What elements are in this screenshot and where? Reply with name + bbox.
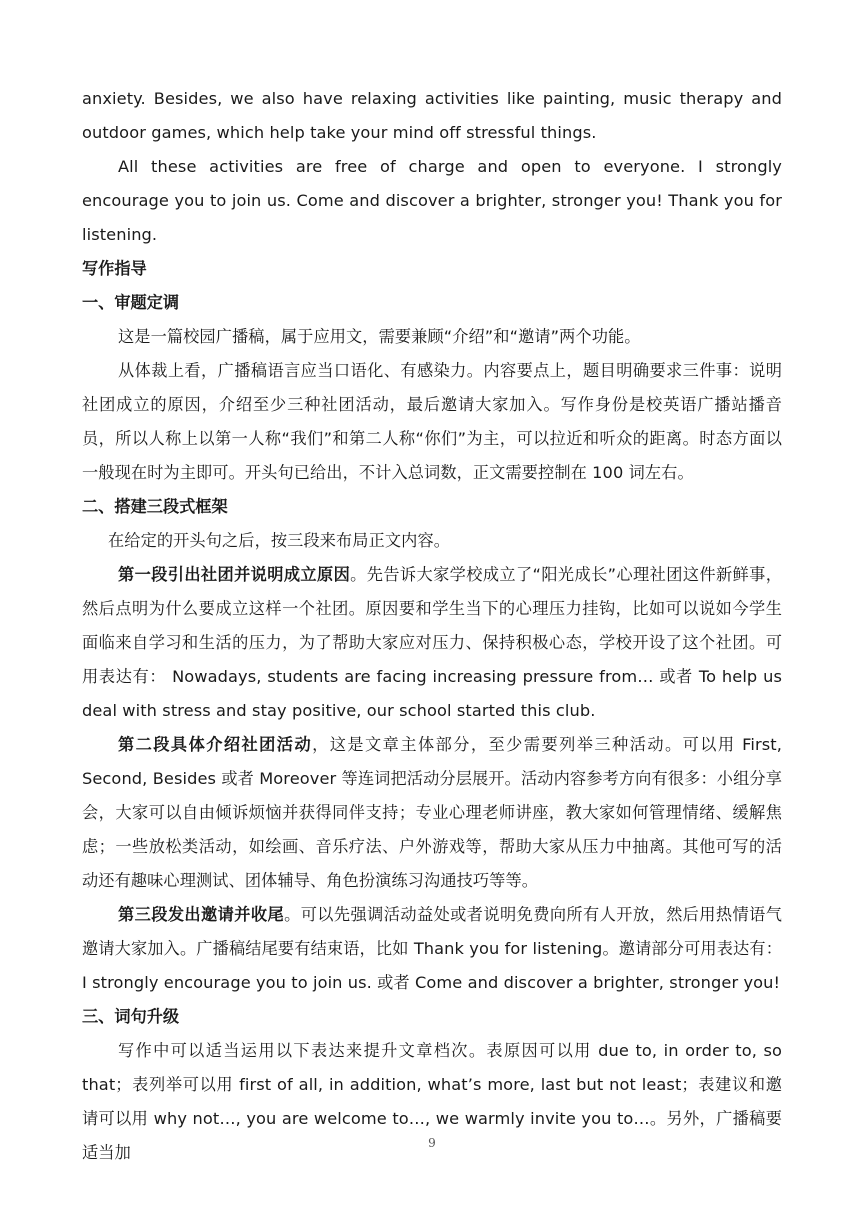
section-heading: 二、搭建三段式框架 — [82, 497, 228, 516]
section-heading: 一、审题定调 — [82, 293, 180, 312]
page-number: 9 — [428, 1136, 436, 1150]
paragraph-lead: 第一段引出社团并说明成立原因 — [118, 565, 351, 584]
body-paragraph: 从体裁上看，广播稿语言应当口语化、有感染力。内容要点上，题目明确要求三件事：说明社团成立的原因，介绍至少三种社团活动，最后邀请大家加入。写作身份是校英语广播站播音员，所以人称上以第一人称“我们”和第二人称“你们”为主，可以拉近和听众的距离。时态方面以一般现在时为主即可。开头句已给出，不计入总词数，正文需要控制在 100 词左右。 — [82, 361, 782, 482]
paragraph-lead: 第三段发出邀请并收尾 — [118, 905, 285, 924]
section-heading: 写作指导 — [82, 259, 147, 278]
paragraph-lead: 第二段具体介绍社团活动 — [118, 735, 313, 754]
document-page — [82, 82, 782, 1170]
body-paragraph: All these activities are free of charge and open to everyone. I strongly encourage you to join us. Come and discover a brighter, stronger you! Thank you for listening. — [82, 157, 782, 244]
paragraph-text: ，这是文章主体部分，至少需要列举三种活动。可以用 First, Second, Besides 或者 Moreover 等连词把活动分层展开。活动内容参考方向有很多：小组分享会，大家可以自由倾诉烦恼并获得同伴支持；专业心理老师讲座，教大家如何管理情绪、缓解焦虑；一些放松类活动，如绘画、音乐疗法、户外游戏等，帮助大家从压力中抽离。其他可写的活动还有趣味心理测试、团体辅导、角色扮演练习沟通技巧等等。 — [82, 735, 782, 890]
body-paragraph: 写作中可以适当运用以下表达来提升文章档次。表原因可以用 due to, in order to, so that；表列举可以用 first of all, in addition, what’s more, last but not least；表建议和邀请可以用 why not…, you are welcome to…, we warmly invite you to…。另外，广播稿要适当加 — [82, 1041, 782, 1162]
body-paragraph — [82, 558, 782, 728]
body-paragraph: anxiety. Besides, we also have relaxing activities like painting, music therapy and outdoor games, which help take your mind off stressful things. — [82, 89, 782, 142]
body-paragraph — [82, 728, 782, 898]
paragraph-text: 。先告诉大家学校成立了“阳光成长”心理社团这件新鲜事，然后点明为什么要成立这样一个社团。原因要和学生当下的心理压力挂钩，比如可以说如今学生面临来自学习和生活的压力，为了帮助大家应对压力、保持积极心态，学校开设了这个社团。可用表达有： Nowadays, students are facing increasing pressure from… 或者 To help us deal with stress and stay positive, our school started this club. — [82, 565, 782, 720]
body-paragraph: 在给定的开头句之后，按三段来布局正文内容。 — [108, 531, 451, 550]
body-paragraph: 这是一篇校园广播稿，属于应用文，需要兼顾“介绍”和“邀请”两个功能。 — [118, 327, 641, 346]
paragraph-text: 。可以先强调活动益处或者说明免费向所有人开放，然后用热情语气邀请大家加入。广播稿结尾要有结束语，比如 Thank you for listening。邀请部分可用表达有： I strongly encourage you to join us. 或者 Come and discover a brighter, stronger you! — [82, 905, 783, 992]
section-heading: 三、词句升级 — [82, 1007, 180, 1026]
body-paragraph — [82, 898, 782, 1000]
